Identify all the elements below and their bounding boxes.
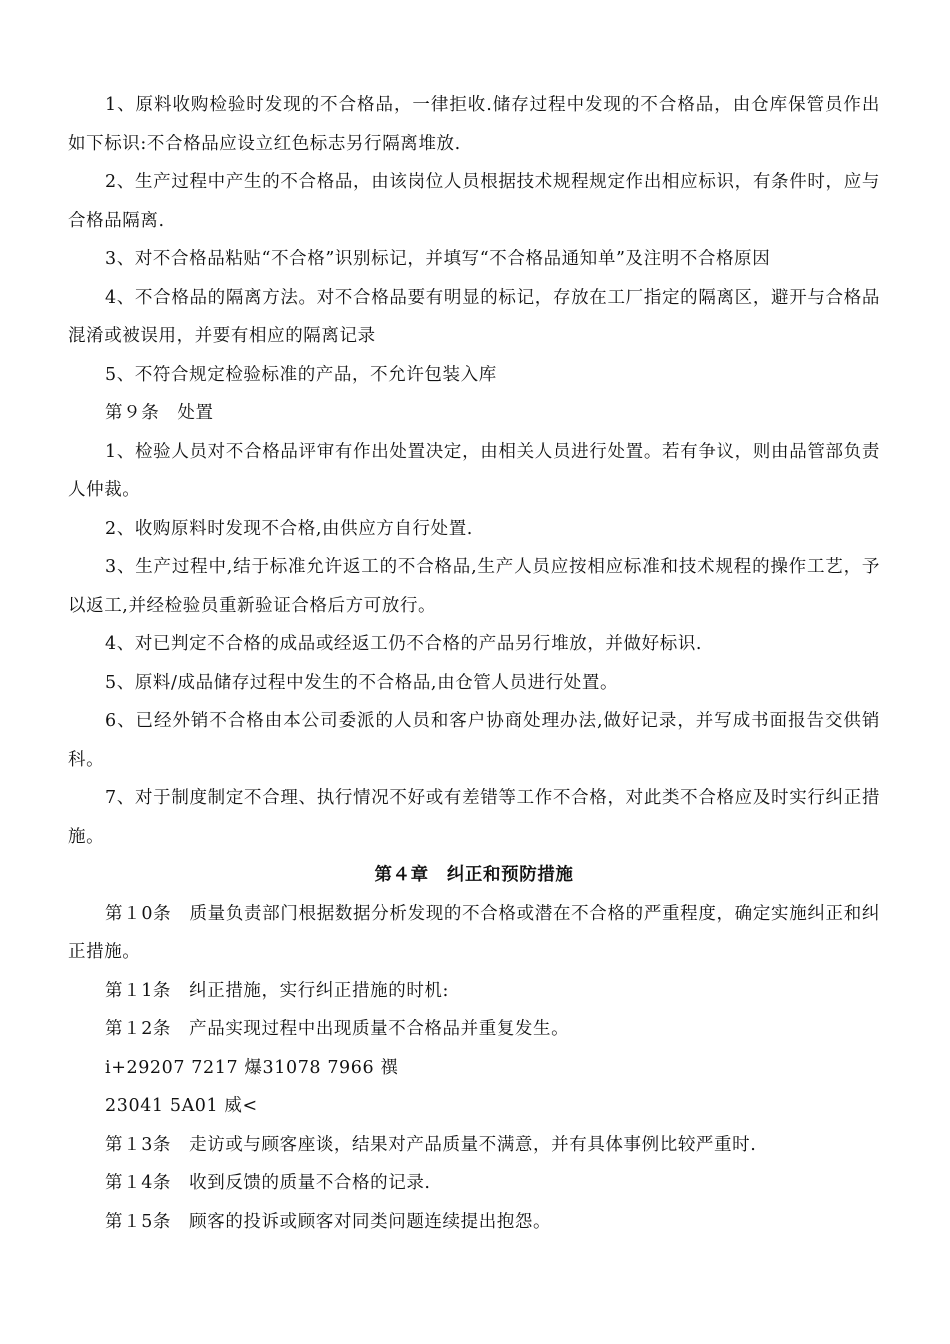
paragraph: 2、生产过程中产生的不合格品，由该岗位人员根据技术规程规定作出相应标识，有条件时，应与合格品隔离. [68,172,880,231]
paragraph: 6、已经外销不合格由本公司委派的人员和客户协商处理办法,做好记录，并写成书面报告交供销科。 [68,711,880,770]
paragraph: 第１4条 收到反馈的质量不合格的记录. [105,1173,431,1193]
paragraph: 3、生产过程中,结于标准允许返工的不合格品,生产人员应按相应标准和技术规程的操作工艺，予以返工,并经检验员重新验证合格后方可放行。 [68,557,880,616]
paragraph: 5、不符合规定检验标准的产品，不允许包装入库 [105,364,497,385]
paragraph: 4、不合格品的隔离方法。对不合格品要有明显的标记，存放在工厂指定的隔离区，避开与合格品混淆或被误用，并要有相应的隔离记录 [68,287,880,346]
garbled-line: 23041 5A01 威< [105,1096,258,1116]
paragraph: 1、原料收购检验时发现的不合格品，一律拒收.储存过程中发现的不合格品，由仓库保管员作出如下标识:不合格品应设立红色标志另行隔离堆放. [68,95,880,154]
paragraph: 第１1条 纠正措施，实行纠正措施的时机: [105,980,450,1001]
paragraph: 4、对已判定不合格的成品或经返工仍不合格的产品另行堆放，并做好标识. [105,634,703,654]
paragraph: 第１3条 走访或与顾客座谈，结果对产品质量不满意，并有具体事例比较严重时. [105,1134,757,1155]
paragraph: 第１2条 产品实现过程中出现质量不合格品并重复发生。 [105,1019,570,1039]
chapter-heading: 第４章 纠正和预防措施 [374,865,574,885]
paragraph: 7、对于制度制定不合理、执行情况不好或有差错等工作不合格，对此类不合格应及时实行纠正措施。 [68,788,880,847]
paragraph: 5、原料/成品储存过程中发生的不合格品,由仓管人员进行处置。 [105,672,619,693]
paragraph: 第１0条 质量负责部门根据数据分析发现的不合格或潜在不合格的严重程度，确定实施纠正和纠正措施。 [68,903,880,962]
paragraph: 第１5条 顾客的投诉或顾客对同类问题连续提出抱怨。 [105,1211,552,1232]
garbled-line: i+29207 7217 爆31078 7966 禩 [105,1057,399,1078]
paragraph: 2、收购原料时发现不合格,由供应方自行处置. [105,518,473,539]
paragraph: 1、检验人员对不合格品评审有作出处置决定，由相关人员进行处置。若有争议，则由品管部负责人仲裁。 [68,441,880,500]
article-heading: 第９条 处置 [105,403,214,423]
paragraph: 3、对不合格品粘贴“不合格”识别标记，并填写“不合格品通知单”及注明不合格原因 [105,249,771,269]
